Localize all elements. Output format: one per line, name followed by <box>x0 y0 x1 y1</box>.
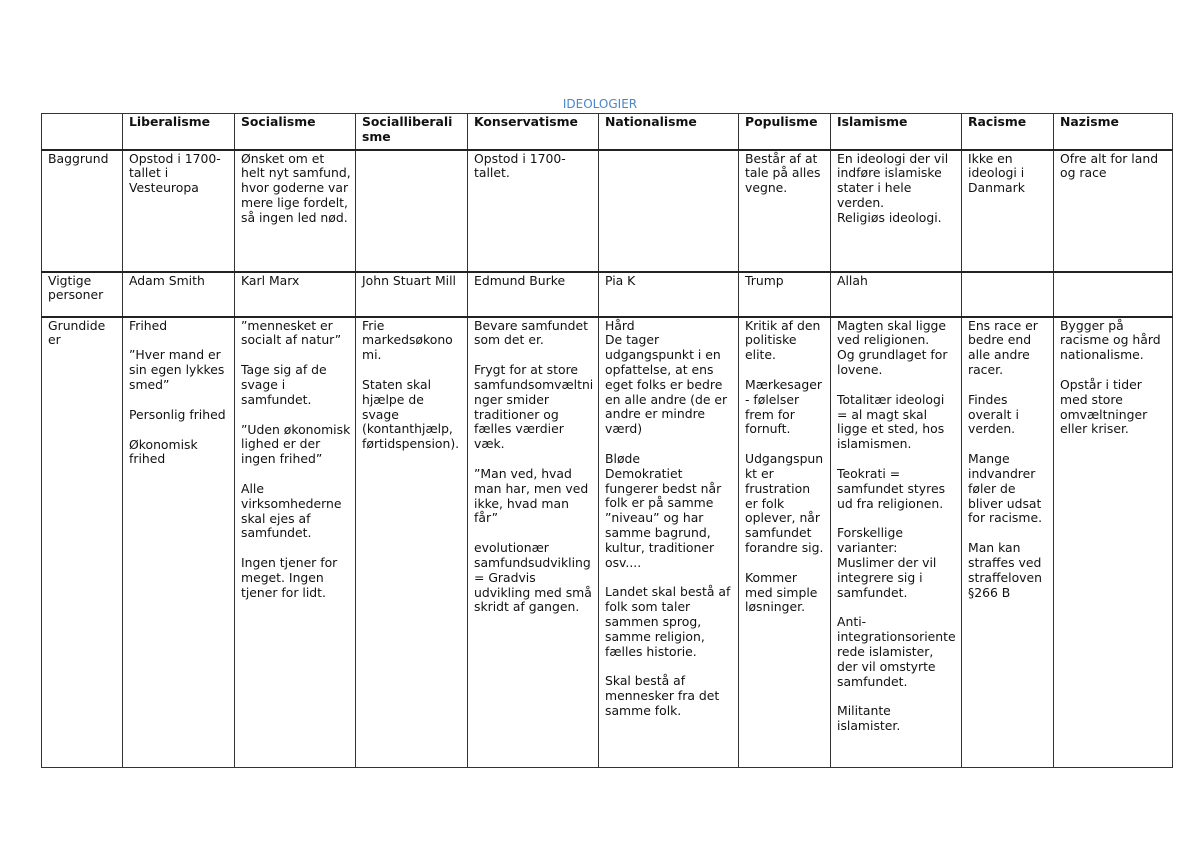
paragraph-gap <box>241 348 351 363</box>
table-cell-islamisme <box>831 272 962 317</box>
paragraph-gap <box>968 526 1049 541</box>
table-cell-racisme <box>962 150 1054 272</box>
cell-paragraph: Mange indvandrer føler de bliver udsat for racisme. <box>968 451 1043 526</box>
cell-paragraph: Adam Smith <box>129 272 205 288</box>
cell-paragraph: ”Hver mand er sin egen lykkes smed” <box>129 347 225 392</box>
cell-paragraph: Bløde <box>605 450 641 466</box>
table-cell-nazisme <box>1054 272 1173 317</box>
paragraph-gap <box>605 570 734 585</box>
row-label-grundideer-line1: Grundide <box>48 317 106 333</box>
cell-paragraph: Magten skal ligge ved religionen. <box>837 317 947 348</box>
cell-paragraph: En ideologi der vil indføre islamiske stater i hele verden. <box>837 150 949 210</box>
paragraph-gap <box>474 452 594 467</box>
cell-paragraph: Består af at tale på alles vegne. <box>745 150 821 196</box>
cell-paragraph: John Stuart Mill <box>362 272 456 288</box>
table-cell-socialisme <box>235 150 356 272</box>
row-label-baggrund: Baggrund <box>42 150 123 272</box>
cell-paragraph: Pia K <box>605 272 636 288</box>
paragraph-gap <box>968 378 1049 393</box>
cell-paragraph: Muslimer der vil integrere sig i samfundet. <box>837 554 937 600</box>
header-socialliberalisme-line1: Socialliberali <box>362 114 453 129</box>
header-liberalisme: Liberalisme <box>123 114 235 150</box>
cell-paragraph: Edmund Burke <box>474 272 566 288</box>
cell-paragraph: Ønsket om et helt nyt samfund, hvor goderne var mere lige fordelt, så ingen led nød. <box>241 150 351 225</box>
cell-paragraph: Totalitær ideologi = al magt skal ligge et sted, hos islamismen. <box>837 391 945 452</box>
table-cell-liberalisme <box>123 150 235 272</box>
paragraph-gap <box>837 600 957 615</box>
cell-paragraph: Staten skal hjælpe de svage (kontanthjælp, førtidspension). <box>362 376 460 452</box>
document-title: IDEOLOGIER <box>562 97 638 111</box>
paragraph-gap <box>241 541 351 556</box>
table-cell-socialliberalisme <box>356 317 468 768</box>
table-row <box>42 317 1173 768</box>
cell-paragraph: Findes overalt i verden. <box>968 391 1019 437</box>
table-cell-populisme <box>739 317 831 768</box>
paragraph-gap <box>129 393 230 408</box>
table-row <box>42 150 1173 272</box>
cell-paragraph: Frie markedsøkonomi. <box>362 317 453 363</box>
cell-paragraph: Anti-integrationsorienterede islamister, der vil omstyrte samfundet. <box>837 614 956 689</box>
cell-paragraph: Ofre alt for land og race <box>1060 150 1159 181</box>
table-cell-islamisme <box>831 150 962 272</box>
cell-paragraph: Frygt for at store samfundsomvæltninger smider traditioner og fælles værdier væk. <box>474 362 594 452</box>
paragraph-gap <box>837 689 957 704</box>
paragraph-gap <box>745 556 826 571</box>
paragraph-gap <box>837 511 957 526</box>
cell-paragraph: Trump <box>745 272 784 288</box>
row-label-grundideer-line2: er <box>48 332 61 348</box>
cell-paragraph: Forskellige varianter: <box>837 525 903 556</box>
table-cell-racisme <box>962 272 1054 317</box>
header-racisme: Racisme <box>962 114 1054 150</box>
cell-paragraph: Demokratiet fungerer bedst når folk er på samme ”niveau” og har samme bagrund, kultur, traditioner osv.... <box>605 465 722 570</box>
table-cell-populisme <box>739 150 831 272</box>
table-cell-konservatisme <box>468 150 599 272</box>
table-cell-konservatisme <box>468 317 599 768</box>
cell-paragraph: Militante islamister. <box>837 703 901 734</box>
table-cell-socialisme <box>235 272 356 317</box>
cell-paragraph: Kritik af den politiske elite. <box>745 317 821 363</box>
table-row <box>42 272 1173 317</box>
cell-paragraph: Mærkesager - følelser frem for fornuft. <box>745 376 822 437</box>
cell-paragraph: Opstod i 1700-tallet. <box>474 150 566 181</box>
cell-paragraph: Man kan straffes ved straffeloven §266 B <box>968 540 1042 600</box>
cell-paragraph: ”Man ved, hvad man har, men ved ikke, hvad man får” <box>474 465 589 526</box>
cell-paragraph: Økonomisk frihed <box>129 436 198 467</box>
cell-paragraph: Og grundlaget for lovene. <box>837 347 948 377</box>
cell-paragraph: Ikke en ideologi i Danmark <box>968 150 1025 196</box>
cell-paragraph: Karl Marx <box>241 272 300 288</box>
table-cell-socialliberalisme <box>356 272 468 317</box>
cell-paragraph: ”Uden økonomisk lighed er der ingen frihed” <box>241 421 351 467</box>
paragraph-gap <box>474 526 594 541</box>
table-cell-populisme <box>739 272 831 317</box>
table-cell-konservatisme <box>468 272 599 317</box>
header-socialisme: Socialisme <box>235 114 356 150</box>
header-nationalisme: Nationalisme <box>599 114 739 150</box>
cell-paragraph: Allah <box>837 272 868 288</box>
cell-paragraph: Teokrati = samfundet styres ud fra religionen. <box>837 465 946 511</box>
row-label-grundideer <box>42 317 123 768</box>
cell-paragraph: De tager udgangspunkt i en opfattelse, at ens eget folks er bedre en alle andre (de er andre er mindre værd) <box>605 332 728 437</box>
table-cell-nazisme <box>1054 317 1173 768</box>
paragraph-gap <box>1060 363 1168 378</box>
paragraph-gap <box>745 437 826 452</box>
paragraph-gap <box>474 348 594 363</box>
cell-paragraph: Alle virksomhederne skal ejes af samfundet. <box>241 480 342 541</box>
cell-paragraph: evolutionær samfundsudvikling = Gradvis udvikling med små skridt af gangen. <box>474 540 592 615</box>
paragraph-gap <box>362 363 463 378</box>
header-populisme: Populisme <box>739 114 831 150</box>
cell-paragraph: ”mennesket er socialt af natur” <box>241 317 342 348</box>
paragraph-gap <box>241 467 351 482</box>
row-label-vigtige-personer: Vigtige personer <box>42 272 123 317</box>
paragraph-gap <box>605 437 734 452</box>
cell-paragraph: Udgangspunkt er frustration er folk oplever, når samfundet forandre sig. <box>745 451 824 555</box>
table-cell-nationalisme <box>599 272 739 317</box>
ideology-table <box>41 113 1173 768</box>
cell-paragraph: Tage sig af de svage i samfundet. <box>241 362 327 407</box>
paragraph-gap <box>241 408 351 423</box>
cell-paragraph: Opstod i 1700-tallet i Vesteuropa <box>129 150 221 196</box>
table-cell-liberalisme <box>123 272 235 317</box>
cell-paragraph: Religiøs ideologi. <box>837 209 942 225</box>
table-cell-socialisme <box>235 317 356 768</box>
cell-paragraph: Opstår i tider med store omvæltninger eller kriser. <box>1060 376 1148 437</box>
table-cell-islamisme <box>831 317 962 768</box>
cell-paragraph: Bevare samfundet som det er. <box>474 317 588 348</box>
header-nazisme: Nazisme <box>1054 114 1173 150</box>
cell-paragraph: Ingen tjener for meget. Ingen tjener for lidt. <box>241 555 338 600</box>
cell-paragraph: Personlig frihed <box>129 406 226 422</box>
paragraph-gap <box>129 423 230 438</box>
header-cell-empty <box>42 114 123 150</box>
table-cell-nazisme <box>1054 150 1173 272</box>
cell-paragraph: Ens race er bedre end alle andre racer. <box>968 317 1038 377</box>
table-cell-socialliberalisme <box>356 150 468 272</box>
paragraph-gap <box>129 333 230 348</box>
header-islamisme: Islamisme <box>831 114 962 150</box>
cell-paragraph: Frihed <box>129 317 168 333</box>
header-row <box>42 114 1173 150</box>
cell-paragraph: Kommer med simple løsninger. <box>745 569 818 615</box>
paragraph-gap <box>837 452 957 467</box>
header-socialliberalisme-line2: sme <box>362 128 391 144</box>
table-cell-racisme <box>962 317 1054 768</box>
header-konservatisme: Konservatisme <box>468 114 599 150</box>
cell-paragraph: Bygger på racisme og hård nationalisme. <box>1060 317 1161 363</box>
paragraph-gap <box>837 378 957 393</box>
cell-paragraph: Skal bestå af mennesker fra det samme folk. <box>605 673 720 718</box>
table-cell-liberalisme <box>123 317 235 768</box>
cell-paragraph: Hård <box>605 317 635 333</box>
table-cell-nationalisme <box>599 150 739 272</box>
paragraph-gap <box>968 437 1049 452</box>
header-socialliberalisme <box>356 114 468 150</box>
table-cell-nationalisme <box>599 317 739 768</box>
paragraph-gap <box>605 659 734 674</box>
cell-paragraph: Landet skal bestå af folk som taler sammen sprog, samme religion, fælles historie. <box>605 584 731 659</box>
paragraph-gap <box>745 363 826 378</box>
